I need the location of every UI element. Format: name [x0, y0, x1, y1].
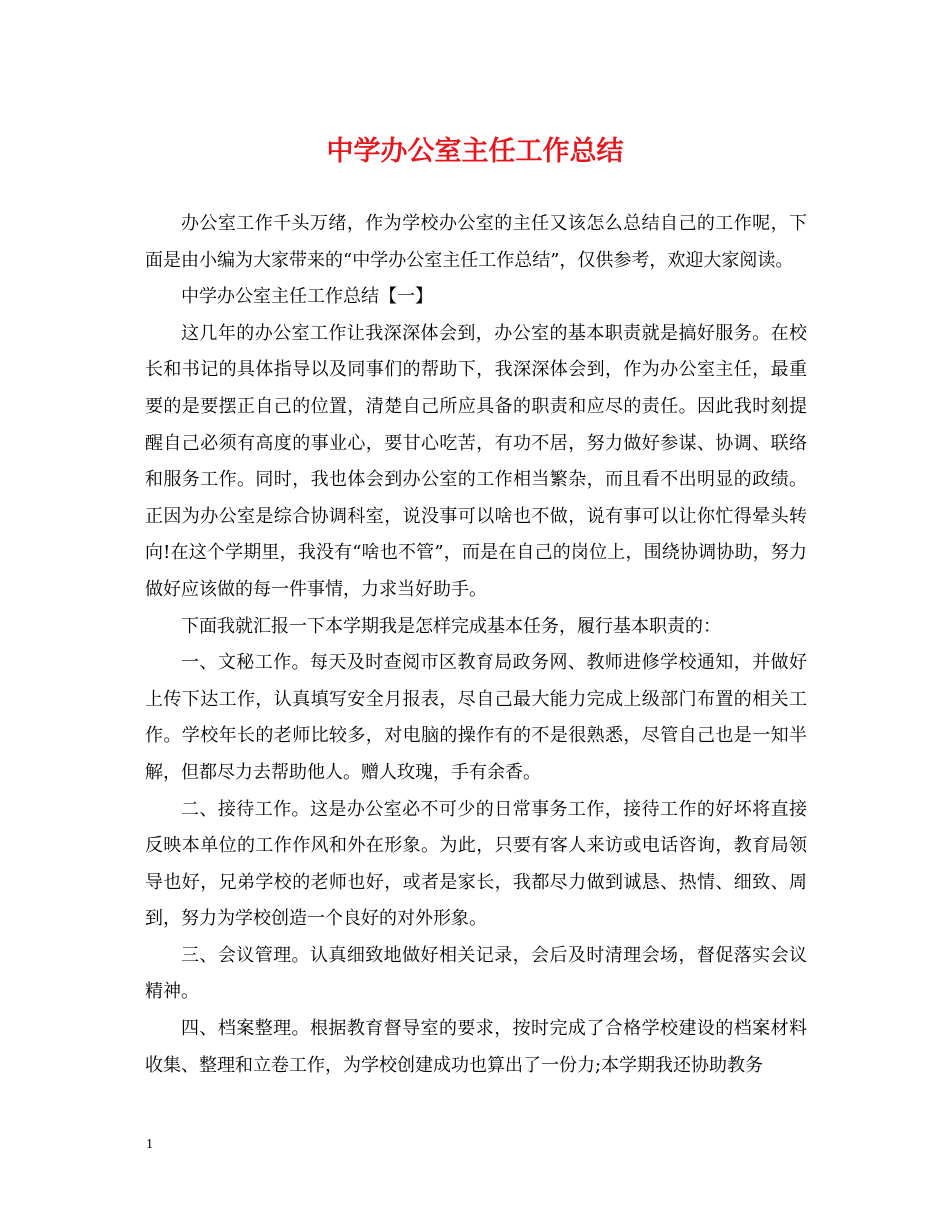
- body-paragraph: 二、接待工作。这是办公室必不可少的日常事务工作，接待工作的好坏将直接反映本单位的工作作风和外在形象。为此，只要有客人来访或电话咨询，教育局领导也好，兄弟学校的老师也好，或者是家长，我都尽力做到诚恳、热情、细致、周到，努力为学校创造一个良好的对外形象。: [145, 798, 807, 930]
- body-paragraph: 下面我就汇报一下本学期我是怎样完成基本任务，履行基本职责的：: [181, 615, 721, 637]
- body-paragraph: 一、文秘工作。每天及时查阅市区教育局政务网、教师进修学校通知，并做好上传下达工作，认真填写安全月报表，尽自己最大能力完成上级部门布置的相关工作。学校年长的老师比较多，对电脑的操作有的不是很熟悉，尽管自己也是一知半解，但都尽力去帮助他人。赠人玫瑰，手有余香。: [145, 652, 807, 783]
- document-body: [145, 206, 807, 1084]
- body-paragraph: 三、会议管理。认真细致地做好相关记录，会后及时清理会场，督促落实会议精神。: [145, 944, 807, 1003]
- intro-paragraph: 办公室工作千头万绪，作为学校办公室的主任又该怎么总结自己的工作呢，下面是由小编为大家带来的“中学办公室主任工作总结”，仅供参考，欢迎大家阅读。: [145, 213, 807, 271]
- document-title: 中学办公室主任工作总结: [326, 136, 624, 167]
- section-heading: 中学办公室主任工作总结【一】: [181, 286, 433, 308]
- page-number: 1: [146, 1137, 153, 1152]
- body-paragraph: 四、档案整理。根据教育督导室的要求，按时完成了合格学校建设的档案材料收集、整理和立卷工作，为学校创建成功也算出了一份力;本学期我还协助教务: [145, 1018, 807, 1076]
- body-paragraph: 这几年的办公室工作让我深深体会到，办公室的基本职责就是搞好服务。在校长和书记的具体指导以及同事们的帮助下，我深深体会到，作为办公室主任，最重要的是要摆正自己的位置，清楚自己所应具备的职责和应尽的责任。因此我时刻提醒自己必须有高度的事业心，要甘心吃苦，有功不居，努力做好参谋、协调、联络和服务工作。同时，我也体会到办公室的工作相当繁杂，而且看不出明显的政绩。正因为办公室是综合协调科室，说没事可以啥也不做，说有事可以让你忙得晕头转向!在这个学期里，我没有“啥也不管”，而是在自己的岗位上，围绕协调协助，努力做好应该做的每一件事情，力求当好助手。: [145, 322, 807, 600]
